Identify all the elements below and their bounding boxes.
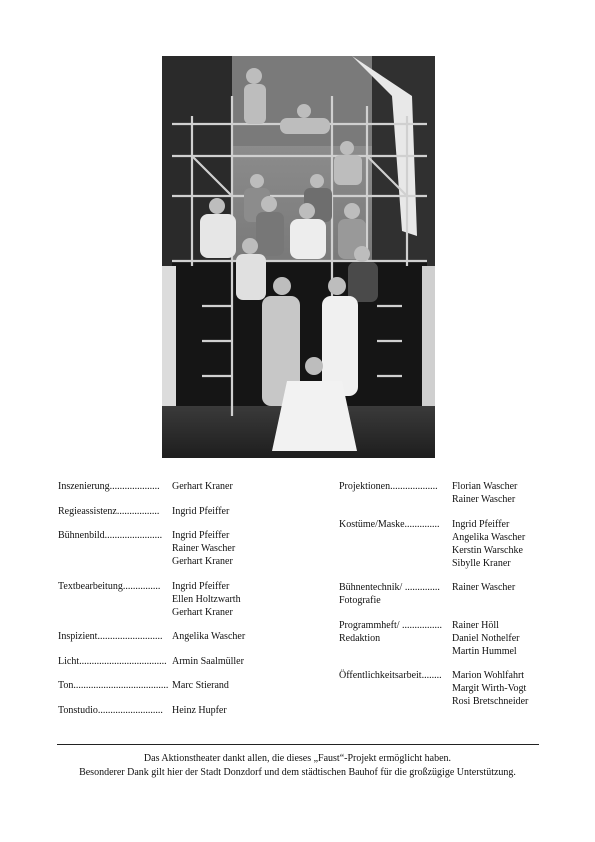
credit-role: Projektionen...................	[339, 481, 438, 492]
credit-entry	[339, 480, 559, 506]
credit-name: Marion Wohlfahrt	[452, 670, 525, 681]
thanks-line-2: Besonderer Dank gilt hier der Stadt Donzdorf und dem städtischen Bauhof für die großzügige Unterstützung.	[79, 767, 516, 778]
credit-role: Licht...................................	[58, 655, 167, 667]
credit-role: Inspizient..........................	[58, 631, 163, 642]
credit-role: Bühnenbild.......................	[58, 530, 163, 541]
credit-role: Bühnentechnik/ ..............	[339, 582, 440, 593]
credit-name: Rainer Wascher	[452, 582, 516, 593]
group-photo-image	[162, 56, 435, 458]
credit-name: Daniel Nothelfer	[452, 632, 520, 644]
credit-entry	[58, 679, 318, 692]
credit-name: Ellen Holtzwarth	[172, 593, 241, 605]
credit-role: Regieassistenz.................	[58, 505, 160, 517]
credit-name: Ingrid Pfeiffer	[172, 530, 230, 541]
credit-entry	[339, 581, 559, 607]
credit-name: Armin Saalmüller	[172, 655, 244, 667]
credit-role-line2: Redaktion	[339, 632, 381, 644]
credit-role: Ton......................................	[58, 680, 169, 691]
credit-entry	[58, 580, 318, 619]
group-photo	[162, 56, 435, 458]
credit-entry	[58, 704, 318, 717]
credit-role: Textbearbeitung...............	[58, 580, 161, 592]
credit-name: Rainer Höll	[452, 619, 499, 631]
credit-role-line2: Fotografie	[339, 595, 381, 606]
credit-name: Gerhart Kraner	[172, 556, 233, 567]
credit-entry	[58, 480, 318, 493]
credit-entry	[58, 529, 318, 568]
thanks-line-1: Das Aktionstheater dankt allen, die dieses „Faust“-Projekt ermöglicht haben.	[143, 753, 452, 764]
credits-right-column	[339, 480, 559, 720]
credit-name: Rosi Bretschneider	[452, 696, 529, 707]
credit-role: Tonstudio..........................	[58, 704, 163, 716]
credit-name: Sibylle Kraner	[452, 557, 511, 569]
credits-left-column	[58, 480, 318, 728]
credit-name: Gerhart Kraner	[172, 481, 233, 492]
credit-entry	[339, 669, 559, 708]
divider-line	[57, 744, 539, 745]
credit-role: Programmheft/ ................	[339, 619, 443, 631]
credit-entry	[58, 655, 318, 668]
credit-entry	[339, 619, 559, 658]
credit-name: Rainer Wascher	[172, 543, 236, 554]
credit-name: Ingrid Pfeiffer	[172, 580, 230, 592]
credit-entry	[58, 505, 318, 518]
credit-name: Rainer Wascher	[452, 494, 516, 505]
credit-role: Kostüme/Maske..............	[339, 518, 440, 530]
credit-role: Öffentlichkeitsarbeit........	[339, 670, 442, 681]
credit-name: Ingrid Pfeiffer	[172, 505, 230, 517]
credit-name: Margit Wirth-Vogt	[452, 683, 527, 694]
credit-name: Ingrid Pfeiffer	[452, 518, 510, 530]
credit-name: Marc Stierand	[172, 680, 229, 691]
credit-name: Kerstin Warschke	[452, 544, 523, 556]
credit-role: Inszenierung....................	[58, 481, 160, 492]
credit-name: Florian Wascher	[452, 481, 518, 492]
credit-name: Angelika Wascher	[452, 531, 526, 543]
credit-entry	[58, 630, 318, 643]
credit-name: Martin Hummel	[452, 645, 517, 657]
credit-name: Heinz Hupfer	[172, 704, 227, 716]
credit-name: Gerhart Kraner	[172, 606, 233, 618]
credit-entry	[339, 518, 559, 570]
credit-name: Angelika Wascher	[172, 631, 246, 642]
